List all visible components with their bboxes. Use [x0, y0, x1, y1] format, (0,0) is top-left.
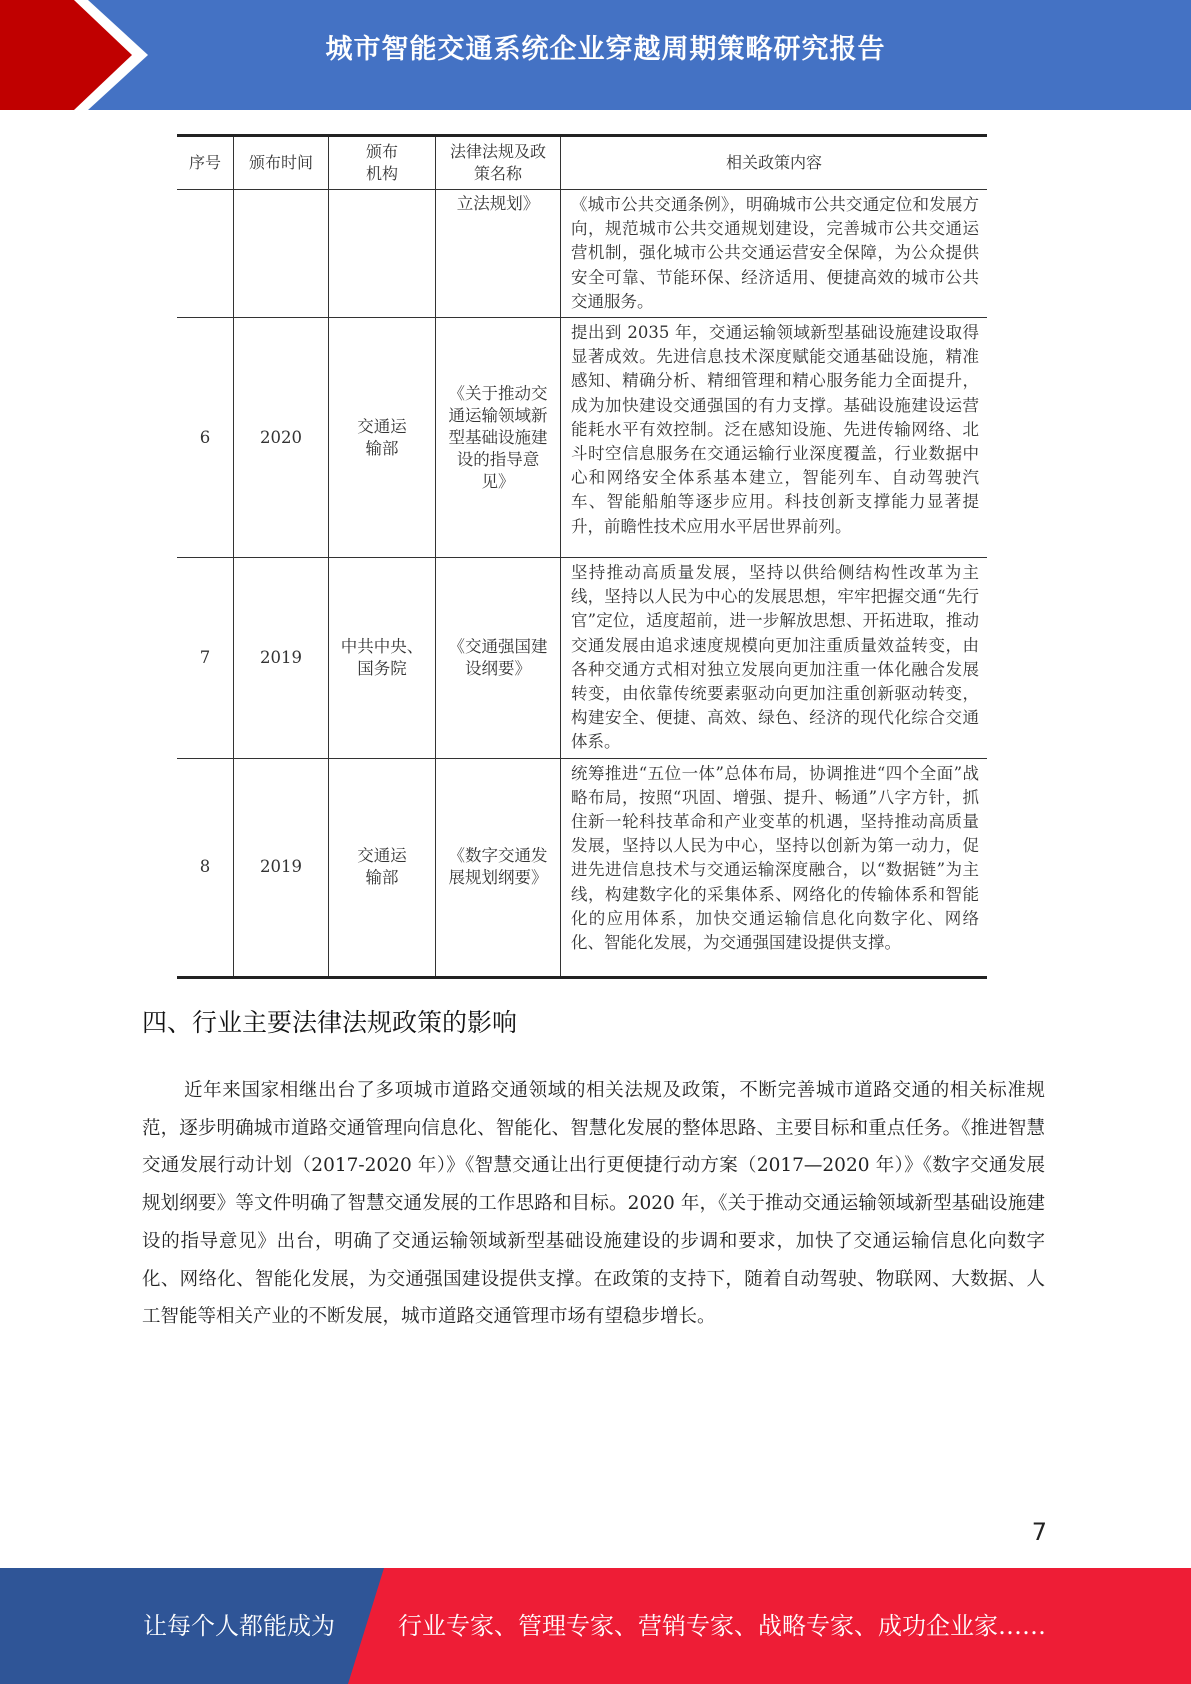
cell-law: [436, 558, 561, 759]
header-time: [234, 136, 329, 190]
cell-content: 提出到 2035 年，交通运输领域新型基础设施建设取得显著成效。先进信息技术深度赋能交通基础设施，精准感知、精确分析、精细管理和精心服务能力全面提升，成为加快建设交通强国的有力支撑。基础设施建设运营能耗水平有效控制。泛在感知设施、先进传输网络、北斗时空信息服务在交通运输行业深度覆盖，行业数据中心和网络安全体系基本建立，智能列车、自动驾驶汽车、智能船舶等逐步应用。科技创新支撑能力显著提升，前瞻性技术应用水平居世界前列。: [561, 318, 988, 558]
header-org-label: 颁布机构: [365, 142, 398, 183]
cell-no: 6: [177, 318, 234, 558]
report-title: 城市智能交通系统企业穿越周期策略研究报告: [325, 34, 886, 65]
table-row: [177, 558, 987, 759]
cell-org: [329, 318, 436, 558]
cell-org-text: 交通运输部: [357, 846, 407, 888]
cell-no: 8: [177, 758, 234, 977]
cell-time: 2019: [234, 758, 329, 977]
cell-no: 7: [177, 558, 234, 759]
cell-law: [436, 758, 561, 977]
cell-no: [177, 190, 234, 318]
cell-law-text: 《关于推动交通运输领域新型基础设施建设的指导意见》: [448, 383, 548, 491]
policy-table: [177, 134, 987, 979]
cell-law-text: 《交通强国建设纲要》: [448, 636, 548, 678]
header-law-label: 法律法规及政策名称: [449, 142, 546, 183]
cell-time: [234, 190, 329, 318]
cell-content: 《城市公共交通条例》，明确城市公共交通定位和发展方向，规范城市公共交通规划建设，完善城市公共交通运营机制，强化城市公共交通运营安全保障，为公众提供安全可靠、节能环保、经济适用、便捷高效的城市公共交通服务。: [561, 190, 988, 318]
cell-org: [329, 558, 436, 759]
cell-content: 坚持推动高质量发展，坚持以供给侧结构性改革为主线，坚持以人民为中心的发展思想，牢牢把握交通“先行官”定位，适度超前，进一步解放思想、开拓进取，推动交通发展由追求速度规模向更加注重质量效益转变，由各种交通方式相对独立发展向更加注重一体化融合发展转变，由依靠传统要素驱动向更加注重创新驱动转变，构建安全、便捷、高效、绿色、经济的现代化综合交通体系。: [561, 558, 988, 759]
page-number: 7: [1031, 1518, 1047, 1546]
body-paragraph: 近年来国家相继出台了多项城市道路交通领域的相关法规及政策，不断完善城市道路交通的相关标准规范，逐步明确城市道路交通管理向信息化、智能化、智慧化发展的整体思路、主要目标和重点任务。《推进智慧交通发展行动计划（2017-2020 年）》《智慧交通让出行更便捷行动方案（2017—2020 年）》《数字交通发展规划纲要》等文件明确了智慧交通发展的工作思路和目标。2020 年，《关于推动交通运输领域新型基础设施建设的指导意见》出台，明确了交通运输领域新型基础设施建设的步调和要求，加快了交通运输信息化向数字化、网络化、智能化发展，为交通强国建设提供支撑。在政策的支持下，随着自动驾驶、物联网、大数据、人工智能等相关产业的不断发展，城市道路交通管理市场有望稳步增长。: [142, 1080, 1045, 1328]
footer-slogan-right: 行业专家、管理专家、营销专家、战略专家、成功企业家……: [398, 1612, 1046, 1640]
cell-org-text: 中共中央、国务院: [340, 636, 424, 678]
cell-law: [436, 318, 561, 558]
page-footer: [0, 1568, 1191, 1684]
cell-time: 2019: [234, 558, 329, 759]
header-no: 序号: [177, 136, 234, 190]
table-row: [177, 190, 987, 318]
footer-slogan-left: 让每个人都能成为: [143, 1612, 335, 1640]
page-header: [0, 0, 1191, 110]
header-time-label: 颁布时间: [248, 153, 313, 172]
header-law: [436, 136, 561, 190]
table-row: [177, 758, 987, 977]
header-org: [329, 136, 436, 190]
table-header-row: [177, 136, 987, 190]
cell-law-text: 《数字交通发展规划纲要》: [448, 846, 548, 888]
cell-law: 立法规划》: [436, 190, 561, 318]
cell-content: 统筹推进“五位一体”总体布局，协调推进“四个全面”战略布局，按照“巩固、增强、提升、畅通”八字方针，抓住新一轮科技革命和产业变革的机遇，坚持推动高质量发展，坚持以人民为中心，坚持以创新为第一动力，促进先进信息技术与交通运输深度融合，以“数据链”为主线，构建数字化的采集体系、网络化的传输体系和智能化的应用体系，加快交通运输信息化向数字化、网络化、智能化发展，为交通强国建设提供支撑。: [561, 758, 988, 977]
cell-org: [329, 190, 436, 318]
cell-org: [329, 758, 436, 977]
cell-org-text: 交通运输部: [357, 416, 407, 458]
header-content: 相关政策内容: [561, 136, 988, 190]
section-heading: 四、行业主要法律法规政策的影响: [142, 1008, 518, 1037]
cell-time: 2020: [234, 318, 329, 558]
table-row: [177, 318, 987, 558]
